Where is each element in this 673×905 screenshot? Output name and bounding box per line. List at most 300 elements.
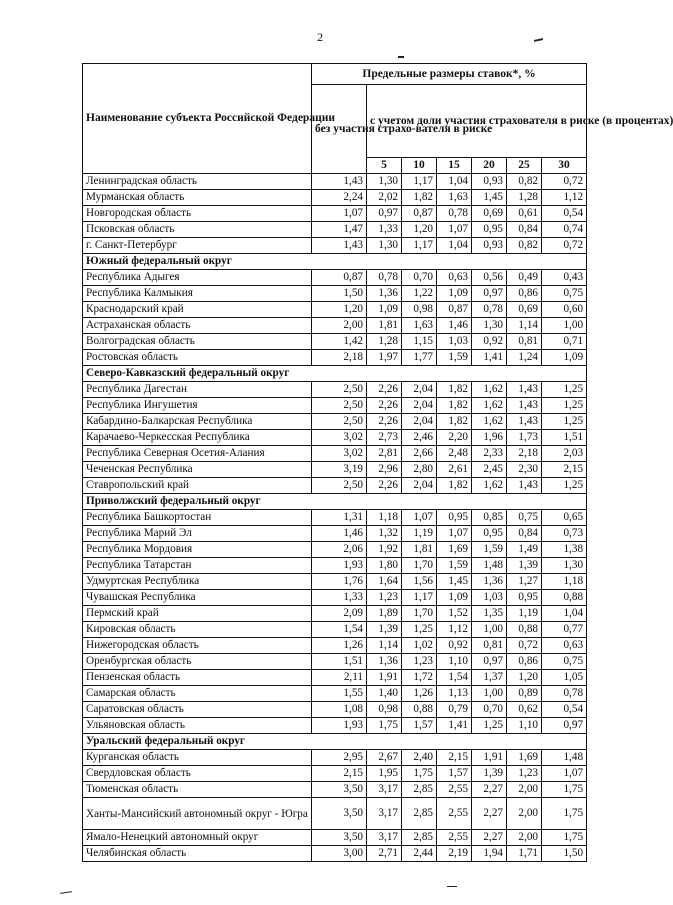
subject-name: Чеченская Республика [83,462,312,478]
rate-with-participation: 0,75 [542,286,587,302]
rate-without-participation: 1,46 [312,526,367,542]
rate-with-participation: 0,95 [472,526,507,542]
rate-with-participation: 1,13 [437,686,472,702]
rate-without-participation: 2,24 [312,190,367,206]
rate-with-participation: 2,30 [507,462,542,478]
rate-with-participation: 0,63 [437,270,472,286]
rate-with-participation: 1,36 [472,574,507,590]
rate-with-participation: 1,09 [367,302,402,318]
rate-with-participation: 1,36 [367,654,402,670]
rate-without-participation: 2,15 [312,766,367,782]
rate-with-participation: 1,43 [507,382,542,398]
rate-with-participation: 1,75 [542,798,587,830]
subject-name: Волгоградская область [83,334,312,350]
percent-column-header: 15 [437,158,472,174]
subject-name: Саратовская область [83,702,312,718]
rate-with-participation: 0,49 [507,270,542,286]
table-row [83,414,587,430]
rate-without-participation: 2,18 [312,350,367,366]
rate-with-participation: 1,12 [542,190,587,206]
rate-with-participation: 1,64 [367,574,402,590]
rate-with-participation: 0,78 [437,206,472,222]
rate-with-participation: 1,95 [367,766,402,782]
rate-without-participation: 1,26 [312,638,367,654]
subject-name: Республика Ингушетия [83,398,312,414]
rate-with-participation: 1,25 [542,398,587,414]
table-row [83,510,587,526]
rate-without-participation: 1,50 [312,286,367,302]
rate-with-participation: 1,62 [472,414,507,430]
percent-column-header: 25 [507,158,542,174]
rate-with-participation: 1,82 [437,398,472,414]
table-row [83,478,587,494]
table-row [83,526,587,542]
rate-without-participation: 3,50 [312,782,367,798]
rate-with-participation: 1,07 [402,510,437,526]
rate-without-participation: 1,76 [312,574,367,590]
rate-with-participation: 1,33 [367,222,402,238]
subject-name: Кировская область [83,622,312,638]
rate-with-participation: 2,96 [367,462,402,478]
rate-with-participation: 1,20 [507,670,542,686]
rate-with-participation: 1,10 [437,654,472,670]
rate-with-participation: 0,86 [507,286,542,302]
table-row [83,350,587,366]
rate-with-participation: 0,60 [542,302,587,318]
rate-with-participation: 0,54 [542,702,587,718]
rate-with-participation: 1,43 [507,398,542,414]
rate-without-participation: 1,43 [312,174,367,190]
rate-with-participation: 2,80 [402,462,437,478]
rate-without-participation: 3,00 [312,846,367,862]
subject-name-column-header: Наименование субъекта Российской Федерации [83,64,312,174]
rate-with-participation: 1,59 [437,350,472,366]
subject-name: Республика Северная Осетия-Алания [83,446,312,462]
rate-with-participation: 1,25 [402,622,437,638]
rate-with-participation: 1,69 [507,750,542,766]
rate-with-participation: 0,54 [542,206,587,222]
rate-with-participation: 1,75 [542,782,587,798]
rate-with-participation: 2,03 [542,446,587,462]
table-row [83,606,587,622]
rate-with-participation: 1,82 [437,414,472,430]
subject-name: Республика Татарстан [83,558,312,574]
insurance-rates-table [82,63,673,862]
rate-with-participation: 1,25 [542,414,587,430]
rate-with-participation: 1,39 [472,766,507,782]
rate-with-participation: 0,75 [507,510,542,526]
rate-with-participation: 1,43 [507,414,542,430]
rate-with-participation: 1,27 [507,574,542,590]
rate-with-participation: 1,07 [437,526,472,542]
subject-name: Республика Мордовия [83,542,312,558]
rate-with-participation: 0,74 [542,222,587,238]
rate-with-participation: 1,50 [542,846,587,862]
scan-mark [398,56,404,58]
rate-with-participation: 1,80 [367,558,402,574]
table-row [83,782,587,798]
rate-with-participation: 0,43 [542,270,587,286]
rate-with-participation: 1,17 [402,238,437,254]
rate-with-participation: 2,55 [437,830,472,846]
table-row [83,846,587,862]
rate-with-participation: 1,59 [437,558,472,574]
rate-without-participation: 2,50 [312,398,367,414]
table-row [83,686,587,702]
rate-with-participation: 3,17 [367,830,402,846]
rate-with-participation: 0,89 [507,686,542,702]
subject-name: Республика Адыгея [83,270,312,286]
rate-with-participation: 1,25 [472,718,507,734]
rate-with-participation: 1,40 [367,686,402,702]
rate-with-participation: 2,26 [367,398,402,414]
rate-with-participation: 1,72 [402,670,437,686]
rate-with-participation: 1,75 [367,718,402,734]
table-row [83,702,587,718]
rate-with-participation: 1,18 [367,510,402,526]
rate-with-participation: 1,43 [507,478,542,494]
rate-with-participation: 1,37 [472,670,507,686]
rate-with-participation: 1,89 [367,606,402,622]
rate-with-participation: 2,26 [367,382,402,398]
rate-with-participation: 0,98 [367,702,402,718]
subject-name: Республика Башкортостан [83,510,312,526]
rate-with-participation: 1,02 [402,638,437,654]
rate-with-participation: 1,30 [367,238,402,254]
rate-with-participation: 0,69 [472,206,507,222]
rate-with-participation: 1,91 [472,750,507,766]
rate-without-participation: 1,43 [312,238,367,254]
rate-with-participation: 1,30 [542,558,587,574]
rate-with-participation: 1,35 [472,606,507,622]
rate-with-participation: 1,19 [507,606,542,622]
rate-with-participation: 1,48 [472,558,507,574]
rate-with-participation: 1,82 [437,382,472,398]
rate-without-participation: 1,07 [312,206,367,222]
rate-with-participation: 1,28 [507,190,542,206]
scan-mark [60,891,72,894]
rate-with-participation: 1,57 [402,718,437,734]
rate-with-participation: 0,88 [507,622,542,638]
rate-with-participation: 1,41 [437,718,472,734]
rate-with-participation: 1,81 [367,318,402,334]
rate-with-participation: 0,88 [402,702,437,718]
district-row [83,366,587,382]
rate-with-participation: 0,73 [542,526,587,542]
district-row [83,494,587,510]
rate-with-participation: 0,62 [507,702,542,718]
table-body [83,174,587,862]
rate-with-participation: 1,23 [402,654,437,670]
rate-with-participation: 2,15 [437,750,472,766]
rate-with-participation: 2,66 [402,446,437,462]
rate-without-participation: 0,87 [312,270,367,286]
rate-with-participation: 2,00 [507,830,542,846]
rate-with-participation: 1,39 [367,622,402,638]
table-row [83,462,587,478]
rate-with-participation: 0,70 [402,270,437,286]
rate-with-participation: 1,03 [472,590,507,606]
rate-with-participation: 0,78 [472,302,507,318]
rate-with-participation: 1,19 [402,526,437,542]
subject-name: Курганская область [83,750,312,766]
rate-with-participation: 1,81 [402,542,437,558]
subject-name: Чувашская Республика [83,590,312,606]
rate-without-participation: 1,54 [312,622,367,638]
subject-name: Астраханская область [83,318,312,334]
rate-without-participation: 2,11 [312,670,367,686]
rate-without-participation: 1,08 [312,702,367,718]
table-row [83,446,587,462]
rate-with-participation: 0,65 [542,510,587,526]
rate-with-participation: 2,73 [367,430,402,446]
table-row [83,334,587,350]
table-header [83,64,673,174]
table-row [83,622,587,638]
rate-with-participation: 2,20 [437,430,472,446]
subject-name: Самарская область [83,686,312,702]
rate-with-participation: 1,00 [472,622,507,638]
rate-with-participation: 1,09 [542,350,587,366]
rate-without-participation: 1,93 [312,718,367,734]
rate-with-participation: 1,63 [402,318,437,334]
rate-without-participation: 3,50 [312,798,367,830]
rate-without-participation: 2,50 [312,414,367,430]
rate-with-participation: 0,72 [542,174,587,190]
subject-name: Мурманская область [83,190,312,206]
rate-with-participation: 1,46 [437,318,472,334]
rate-with-participation: 2,00 [507,798,542,830]
rate-limits-header: Предельные размеры ставок*, % [312,64,587,85]
rate-with-participation: 3,17 [367,782,402,798]
rate-without-participation: 1,47 [312,222,367,238]
table-row [83,798,587,830]
rate-with-participation: 2,85 [402,798,437,830]
subject-name: Кабардино-Балкарская Республика [83,414,312,430]
rate-with-participation: 1,82 [402,190,437,206]
subject-name: Нижегородская область [83,638,312,654]
rate-with-participation: 0,87 [402,206,437,222]
subject-name: Челябинская область [83,846,312,862]
rate-with-participation: 0,78 [542,686,587,702]
rate-with-participation: 1,57 [437,766,472,782]
rate-with-participation: 1,45 [437,574,472,590]
rate-with-participation: 1,77 [402,350,437,366]
district-name: Уральский федеральный округ [83,734,587,750]
without-participation-header: без участия страхо-вателя в риске [312,85,367,174]
rate-with-participation: 1,10 [507,718,542,734]
rate-with-participation: 1,73 [507,430,542,446]
rate-without-participation: 3,50 [312,830,367,846]
scan-mark [447,886,457,887]
rate-with-participation: 1,18 [542,574,587,590]
table-row [83,174,587,190]
rate-with-participation: 0,93 [472,238,507,254]
rate-with-participation: 1,75 [402,766,437,782]
rate-with-participation: 1,30 [472,318,507,334]
rate-with-participation: 1,62 [472,382,507,398]
rate-without-participation: 1,20 [312,302,367,318]
table-row [83,302,587,318]
rate-with-participation: 0,82 [507,174,542,190]
rate-with-participation: 1,51 [542,430,587,446]
rate-with-participation: 1,36 [367,286,402,302]
rate-without-participation: 3,02 [312,446,367,462]
subject-name: Ставропольский край [83,478,312,494]
rate-with-participation: 0,85 [472,510,507,526]
rate-with-participation: 1,09 [437,590,472,606]
subject-name: Краснодарский край [83,302,312,318]
rate-with-participation: 0,79 [437,702,472,718]
rate-with-participation: 0,84 [507,526,542,542]
rate-without-participation: 1,42 [312,334,367,350]
subject-name: Ростовская область [83,350,312,366]
rate-without-participation: 2,50 [312,478,367,494]
table-row [83,318,587,334]
rate-with-participation: 1,00 [472,686,507,702]
rate-without-participation: 1,51 [312,654,367,670]
rate-with-participation: 1,12 [437,622,472,638]
subject-name: Пермский край [83,606,312,622]
rate-with-participation: 2,67 [367,750,402,766]
table-row [83,190,587,206]
rate-with-participation: 0,70 [472,702,507,718]
rate-with-participation: 1,14 [367,638,402,654]
table-row [83,718,587,734]
rate-with-participation: 2,85 [402,830,437,846]
rate-with-participation: 1,39 [507,558,542,574]
rate-with-participation: 0,72 [542,238,587,254]
rate-with-participation: 2,26 [367,478,402,494]
rate-with-participation: 1,23 [507,766,542,782]
subject-name: Республика Марий Эл [83,526,312,542]
rate-with-participation: 0,72 [507,638,542,654]
rate-with-participation: 2,18 [507,446,542,462]
rate-with-participation: 1,54 [437,670,472,686]
district-name: Южный федеральный округ [83,254,587,270]
rate-with-participation: 0,95 [437,510,472,526]
rate-with-participation: 1,24 [507,350,542,366]
rate-with-participation: 1,20 [402,222,437,238]
table-row [83,574,587,590]
rate-with-participation: 0,97 [472,286,507,302]
rate-without-participation: 2,00 [312,318,367,334]
rate-with-participation: 1,92 [367,542,402,558]
rate-with-participation: 2,27 [472,798,507,830]
rate-with-participation: 0,82 [507,238,542,254]
subject-name: Карачаево-Черкесская Республика [83,430,312,446]
rate-with-participation: 1,48 [542,750,587,766]
subject-name: г. Санкт-Петербург [83,238,312,254]
subject-name: Ямало-Ненецкий автономный округ [83,830,312,846]
rate-with-participation: 0,86 [507,654,542,670]
rate-with-participation: 1,70 [402,606,437,622]
rate-with-participation: 1,62 [472,478,507,494]
rate-with-participation: 0,77 [542,622,587,638]
rate-with-participation: 0,92 [437,638,472,654]
rate-without-participation: 2,95 [312,750,367,766]
table-row [83,590,587,606]
subject-name: Удмуртская Республика [83,574,312,590]
rate-with-participation: 1,30 [367,174,402,190]
subject-name: Ульяновская область [83,718,312,734]
rate-with-participation: 2,27 [472,830,507,846]
rate-with-participation: 1,25 [542,478,587,494]
rate-with-participation: 0,87 [437,302,472,318]
rate-with-participation: 2,55 [437,798,472,830]
subject-name: Оренбургская область [83,654,312,670]
table-row [83,430,587,446]
rate-without-participation: 3,02 [312,430,367,446]
rate-with-participation: 1,75 [542,830,587,846]
rate-without-participation: 1,55 [312,686,367,702]
table-row [83,542,587,558]
percent-column-header: 30 [542,158,587,174]
rate-with-participation: 1,62 [472,398,507,414]
table-row [83,238,587,254]
rate-with-participation: 1,69 [437,542,472,558]
rate-with-participation: 1,94 [472,846,507,862]
subject-name: Ханты-Мансийский автономный округ - Югра [83,798,312,830]
percent-column-header: 20 [472,158,507,174]
rate-with-participation: 3,17 [367,798,402,830]
page-number: 2 [317,30,323,44]
rate-with-participation: 1,49 [507,542,542,558]
rate-with-participation: 0,56 [472,270,507,286]
rate-with-participation: 2,04 [402,398,437,414]
rate-without-participation: 1,31 [312,510,367,526]
rate-with-participation: 0,97 [472,654,507,670]
rate-with-participation: 0,61 [507,206,542,222]
rate-with-participation: 1,52 [437,606,472,622]
rate-with-participation: 1,04 [542,606,587,622]
rate-without-participation: 2,50 [312,382,367,398]
rate-with-participation: 1,25 [542,382,587,398]
rate-with-participation: 1,17 [402,174,437,190]
rate-with-participation: 2,27 [472,782,507,798]
table-row [83,398,587,414]
rate-with-participation: 1,56 [402,574,437,590]
rate-with-participation: 1,41 [472,350,507,366]
rate-with-participation: 1,70 [402,558,437,574]
rate-with-participation: 2,19 [437,846,472,862]
rate-with-participation: 2,85 [402,782,437,798]
rate-with-participation: 0,93 [472,174,507,190]
rate-with-participation: 0,95 [472,222,507,238]
table-row [83,558,587,574]
rate-with-participation: 1,28 [367,334,402,350]
rate-with-participation: 2,61 [437,462,472,478]
table-row [83,270,587,286]
subject-name: Республика Дагестан [83,382,312,398]
rate-with-participation: 1,15 [402,334,437,350]
rate-with-participation: 2,81 [367,446,402,462]
table-row [83,222,587,238]
rate-with-participation: 1,59 [472,542,507,558]
rate-with-participation: 0,81 [507,334,542,350]
rate-with-participation: 2,26 [367,414,402,430]
rate-with-participation: 0,69 [507,302,542,318]
rate-with-participation: 0,84 [507,222,542,238]
rate-with-participation: 1,96 [472,430,507,446]
subject-name: Пензенская область [83,670,312,686]
subject-name: Свердловская область [83,766,312,782]
rate-with-participation: 2,15 [542,462,587,478]
district-row [83,734,587,750]
subject-name: Псковская область [83,222,312,238]
percent-column-header: 5 [367,158,402,174]
rate-with-participation: 2,33 [472,446,507,462]
